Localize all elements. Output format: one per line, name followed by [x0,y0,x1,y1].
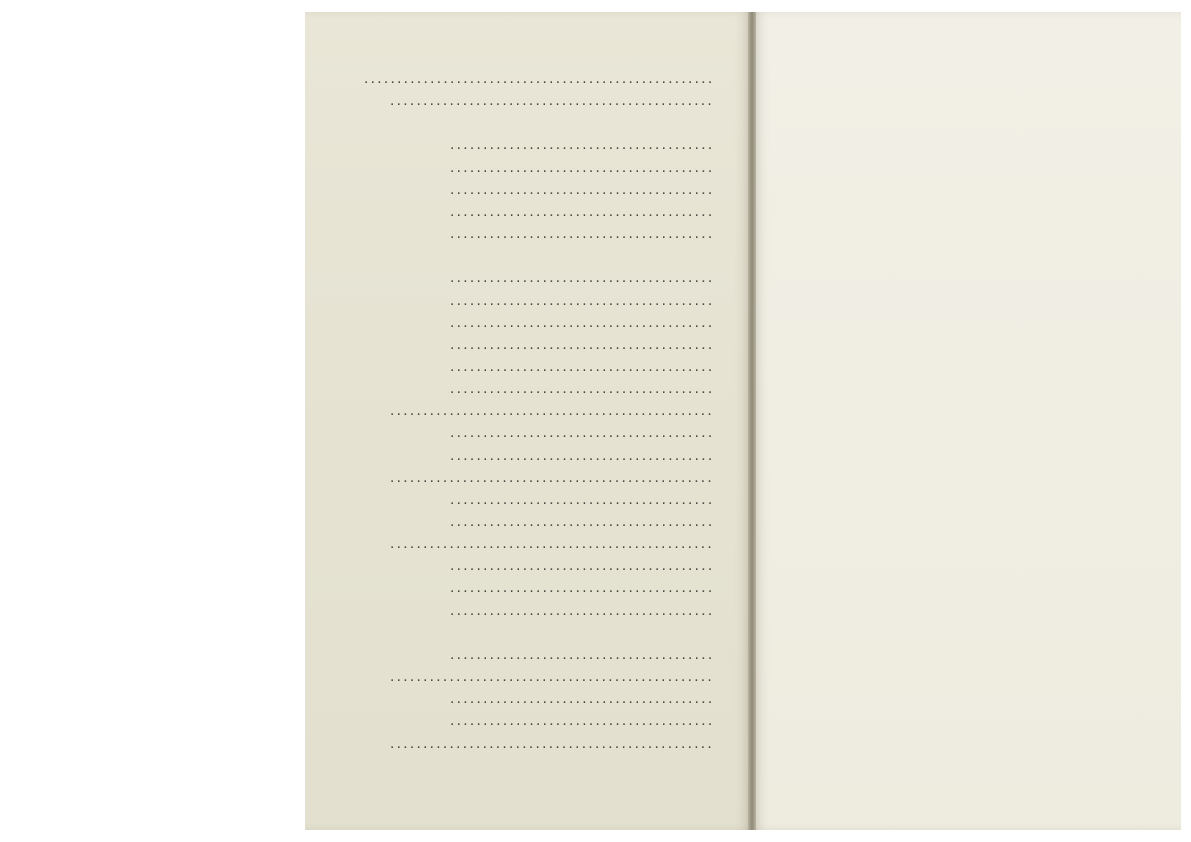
toc-dot-leader [390,533,715,555]
toc-entry [447,134,736,156]
toc-dot-leader [450,223,715,245]
toc-dot-leader [450,710,715,732]
toc-entry [447,644,736,666]
toc-entry [363,666,736,688]
toc-right [752,12,1181,830]
toc-entry [387,600,736,622]
toc-dot-leader [450,157,715,179]
toc-entry [387,356,736,378]
toc-dot-leader [450,422,715,444]
toc-entry [387,710,736,732]
toc-entry [387,445,736,467]
toc-dot-leader [450,445,715,467]
toc-entry [387,245,736,267]
toc-dot-leader [450,267,715,289]
right-page [752,12,1181,830]
toc-dot-leader [450,201,715,223]
toc-entry [363,400,736,422]
toc-dot-leader [450,577,715,599]
toc-entry [387,489,736,511]
toc-dot-leader [450,511,715,533]
toc-dot-leader [450,489,715,511]
toc-left [305,12,752,830]
toc-dot-leader [390,666,715,688]
toc-dot-leader [390,400,715,422]
toc-entry [387,577,736,599]
toc-entry [387,179,736,201]
toc-dot-leader [450,688,715,710]
toc-entry [363,533,736,555]
toc-entry [387,157,736,179]
toc-dot-leader [450,644,715,666]
toc-entry [387,378,736,400]
toc-dot-leader [450,134,715,156]
toc-dot-leader [390,733,715,755]
toc-entry [363,467,736,489]
toc-entry [387,112,736,134]
toc-entry [387,555,736,577]
toc-entry [387,201,736,223]
booklet-spread [305,12,1181,830]
toc-entry [447,267,736,289]
toc-entry [387,622,736,644]
toc-dot-leader [450,555,715,577]
toc-entry [363,733,736,755]
toc-dot-leader [450,290,715,312]
book-gutter [748,12,756,830]
toc-entry [387,312,736,334]
toc-dot-leader [364,68,715,90]
toc-dot-leader [450,356,715,378]
toc-dot-leader [450,312,715,334]
toc-entry [387,511,736,533]
toc-dot-leader [450,334,715,356]
toc-entry [339,68,736,90]
toc-dot-leader [450,600,715,622]
toc-entry [387,688,736,710]
toc-entry [387,290,736,312]
toc-entry [387,334,736,356]
toc-entry [387,422,736,444]
toc-entry [363,90,736,112]
toc-dot-leader [390,90,715,112]
toc-dot-leader [450,378,715,400]
toc-dot-leader [390,467,715,489]
toc-dot-leader [450,179,715,201]
left-page [305,12,752,830]
toc-entry [387,223,736,245]
